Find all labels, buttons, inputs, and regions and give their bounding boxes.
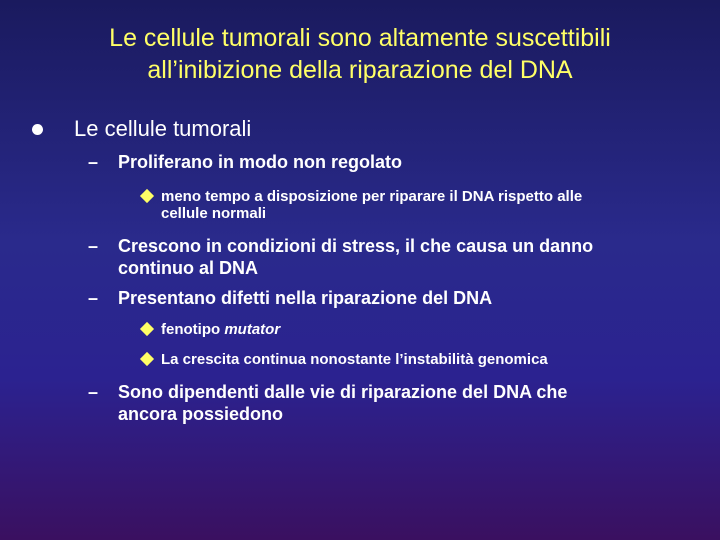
dash-icon: – bbox=[88, 382, 99, 402]
diamond-bullet-icon bbox=[140, 352, 154, 366]
dash-icon: – bbox=[88, 152, 99, 172]
subpoint-line-1: Sono dipendenti dalle vie di riparazione del DNA che bbox=[118, 382, 568, 402]
round-bullet-icon bbox=[32, 124, 43, 135]
detail-line-2: cellule normali bbox=[161, 205, 267, 222]
slide-title-line-2: all’inibizione della riparazione del DNA bbox=[147, 56, 573, 84]
detail-italic-term: mutator bbox=[224, 321, 281, 338]
subpoint-text bbox=[118, 381, 567, 425]
detail-text: La crescita continua nonostante l’instabilità genomica bbox=[161, 351, 548, 368]
detail-text bbox=[161, 321, 280, 338]
subpoint-text bbox=[118, 235, 593, 279]
dash-icon: – bbox=[88, 236, 99, 256]
subpoint-line-1: Crescono in condizioni di stress, il che causa un danno bbox=[118, 236, 594, 256]
slide-title bbox=[0, 22, 720, 86]
bullet-level1-text: Le cellule tumorali bbox=[74, 116, 252, 141]
slide-title-line-1: Le cellule tumorali sono altamente suscettibili bbox=[109, 24, 611, 52]
subpoint-text: Proliferano in modo non regolato bbox=[118, 152, 403, 172]
diamond-bullet-icon bbox=[140, 189, 154, 203]
subpoint-line-2: ancora possiedono bbox=[118, 404, 284, 424]
subpoint-line-2: continuo al DNA bbox=[118, 258, 258, 278]
detail-prefix: fenotipo bbox=[161, 321, 225, 338]
dash-icon: – bbox=[88, 288, 99, 308]
detail-line-1: meno tempo a disposizione per riparare il DNA rispetto alle bbox=[161, 188, 583, 205]
detail-text bbox=[161, 188, 582, 222]
subpoint-text: Presentano difetti nella riparazione del DNA bbox=[118, 288, 493, 308]
diamond-bullet-icon bbox=[140, 322, 154, 336]
